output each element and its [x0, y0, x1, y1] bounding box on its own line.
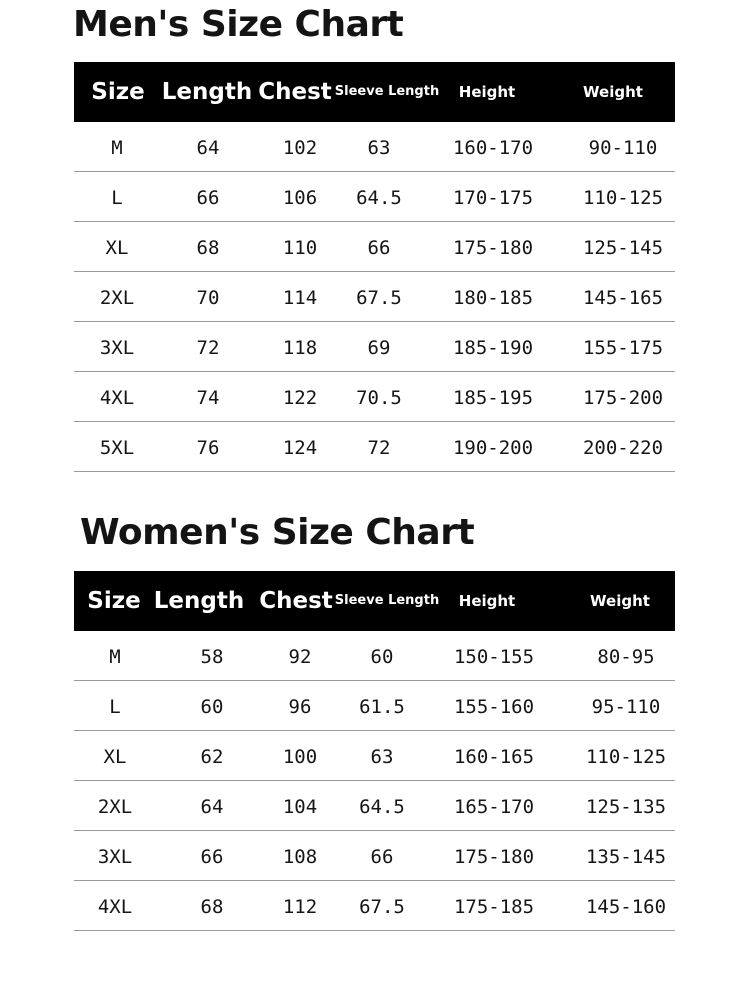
chest-cell: 106 — [282, 187, 318, 209]
table-row — [74, 631, 675, 681]
header-chest: Chest — [258, 79, 332, 105]
sleeve-length-cell: 67.5 — [356, 287, 402, 309]
table-row — [74, 681, 675, 731]
table-row — [74, 272, 675, 322]
length-cell: 62 — [200, 746, 224, 768]
header-size: Size — [87, 588, 141, 614]
womens-size-table — [74, 571, 675, 931]
length-cell: 68 — [200, 896, 224, 918]
size-cell: 2XL — [97, 796, 133, 818]
chest-cell: 122 — [282, 387, 318, 409]
length-cell: 66 — [200, 846, 224, 868]
header-size: Size — [91, 79, 145, 105]
header-length: Length — [153, 588, 245, 614]
header-weight: Weight — [590, 592, 650, 610]
weight-cell: 135-145 — [585, 846, 667, 868]
table-row — [74, 222, 675, 272]
size-cell: 3XL — [99, 337, 135, 359]
height-cell: 185-195 — [452, 387, 534, 409]
chest-cell: 110 — [282, 237, 318, 259]
height-cell: 175-180 — [453, 846, 535, 868]
weight-cell: 125-145 — [582, 237, 664, 259]
length-cell: 60 — [200, 696, 224, 718]
size-cell: XL — [103, 746, 127, 768]
table-row — [74, 122, 675, 172]
weight-cell: 155-175 — [582, 337, 664, 359]
weight-cell: 80-95 — [597, 646, 655, 668]
chest-cell: 112 — [282, 896, 318, 918]
sleeve-length-cell: 64.5 — [356, 187, 402, 209]
header-sleeve-length: Sleeve Length — [334, 84, 440, 99]
table-row — [74, 731, 675, 781]
height-cell: 185-190 — [452, 337, 534, 359]
sleeve-length-cell: 69 — [367, 337, 391, 359]
size-cell: XL — [105, 237, 129, 259]
height-cell: 190-200 — [452, 437, 534, 459]
size-cell: L — [111, 187, 123, 209]
chest-cell: 114 — [282, 287, 318, 309]
length-cell: 64 — [200, 796, 224, 818]
height-cell: 165-170 — [453, 796, 535, 818]
header-length: Length — [161, 79, 253, 105]
sleeve-length-cell: 72 — [367, 437, 391, 459]
table-row — [74, 172, 675, 222]
height-cell: 160-170 — [452, 137, 534, 159]
size-cell: 4XL — [97, 896, 133, 918]
length-cell: 68 — [196, 237, 220, 259]
weight-cell: 125-135 — [585, 796, 667, 818]
chest-cell: 124 — [282, 437, 318, 459]
size-cell: 4XL — [99, 387, 135, 409]
length-cell: 64 — [196, 137, 220, 159]
height-cell: 175-185 — [453, 896, 535, 918]
length-cell: 72 — [196, 337, 220, 359]
size-cell: 5XL — [99, 437, 135, 459]
weight-cell: 90-110 — [588, 137, 658, 159]
womens-size-chart-title: Women's Size Chart — [80, 512, 475, 553]
sleeve-length-cell: 63 — [367, 137, 391, 159]
length-cell: 76 — [196, 437, 220, 459]
mens-size-chart-title: Men's Size Chart — [73, 4, 404, 45]
chest-cell: 96 — [288, 696, 312, 718]
chest-cell: 108 — [282, 846, 318, 868]
weight-cell: 95-110 — [591, 696, 661, 718]
chest-cell: 92 — [288, 646, 312, 668]
height-cell: 160-165 — [453, 746, 535, 768]
weight-cell: 110-125 — [585, 746, 667, 768]
height-cell: 155-160 — [453, 696, 535, 718]
sleeve-length-cell: 63 — [370, 746, 394, 768]
length-cell: 58 — [200, 646, 224, 668]
chest-cell: 118 — [282, 337, 318, 359]
table-row — [74, 831, 675, 881]
chest-cell: 102 — [282, 137, 318, 159]
height-cell: 150-155 — [453, 646, 535, 668]
weight-cell: 175-200 — [582, 387, 664, 409]
table-row — [74, 781, 675, 831]
size-cell: 3XL — [97, 846, 133, 868]
height-cell: 175-180 — [452, 237, 534, 259]
sleeve-length-cell: 67.5 — [359, 896, 405, 918]
header-weight: Weight — [583, 83, 643, 101]
weight-cell: 145-165 — [582, 287, 664, 309]
size-cell: L — [109, 696, 121, 718]
length-cell: 74 — [196, 387, 220, 409]
sleeve-length-cell: 61.5 — [359, 696, 405, 718]
sleeve-length-cell: 70.5 — [356, 387, 402, 409]
height-cell: 170-175 — [452, 187, 534, 209]
sleeve-length-cell: 66 — [370, 846, 394, 868]
sleeve-length-cell: 66 — [367, 237, 391, 259]
weight-cell: 110-125 — [582, 187, 664, 209]
chest-cell: 104 — [282, 796, 318, 818]
weight-cell: 145-160 — [585, 896, 667, 918]
header-sleeve-length: Sleeve Length — [334, 593, 440, 608]
weight-cell: 200-220 — [582, 437, 664, 459]
header-chest: Chest — [259, 588, 333, 614]
chest-cell: 100 — [282, 746, 318, 768]
header-height: Height — [458, 592, 516, 610]
womens-table-header — [74, 571, 675, 631]
size-cell: M — [109, 646, 121, 668]
length-cell: 70 — [196, 287, 220, 309]
sleeve-length-cell: 64.5 — [359, 796, 405, 818]
table-row — [74, 422, 675, 472]
size-cell: 2XL — [99, 287, 135, 309]
mens-table-header — [74, 62, 675, 122]
table-row — [74, 372, 675, 422]
size-cell: M — [111, 137, 123, 159]
height-cell: 180-185 — [452, 287, 534, 309]
sleeve-length-cell: 60 — [370, 646, 394, 668]
mens-size-table — [74, 62, 675, 472]
table-row — [74, 881, 675, 931]
length-cell: 66 — [196, 187, 220, 209]
header-height: Height — [458, 83, 516, 101]
table-row — [74, 322, 675, 372]
